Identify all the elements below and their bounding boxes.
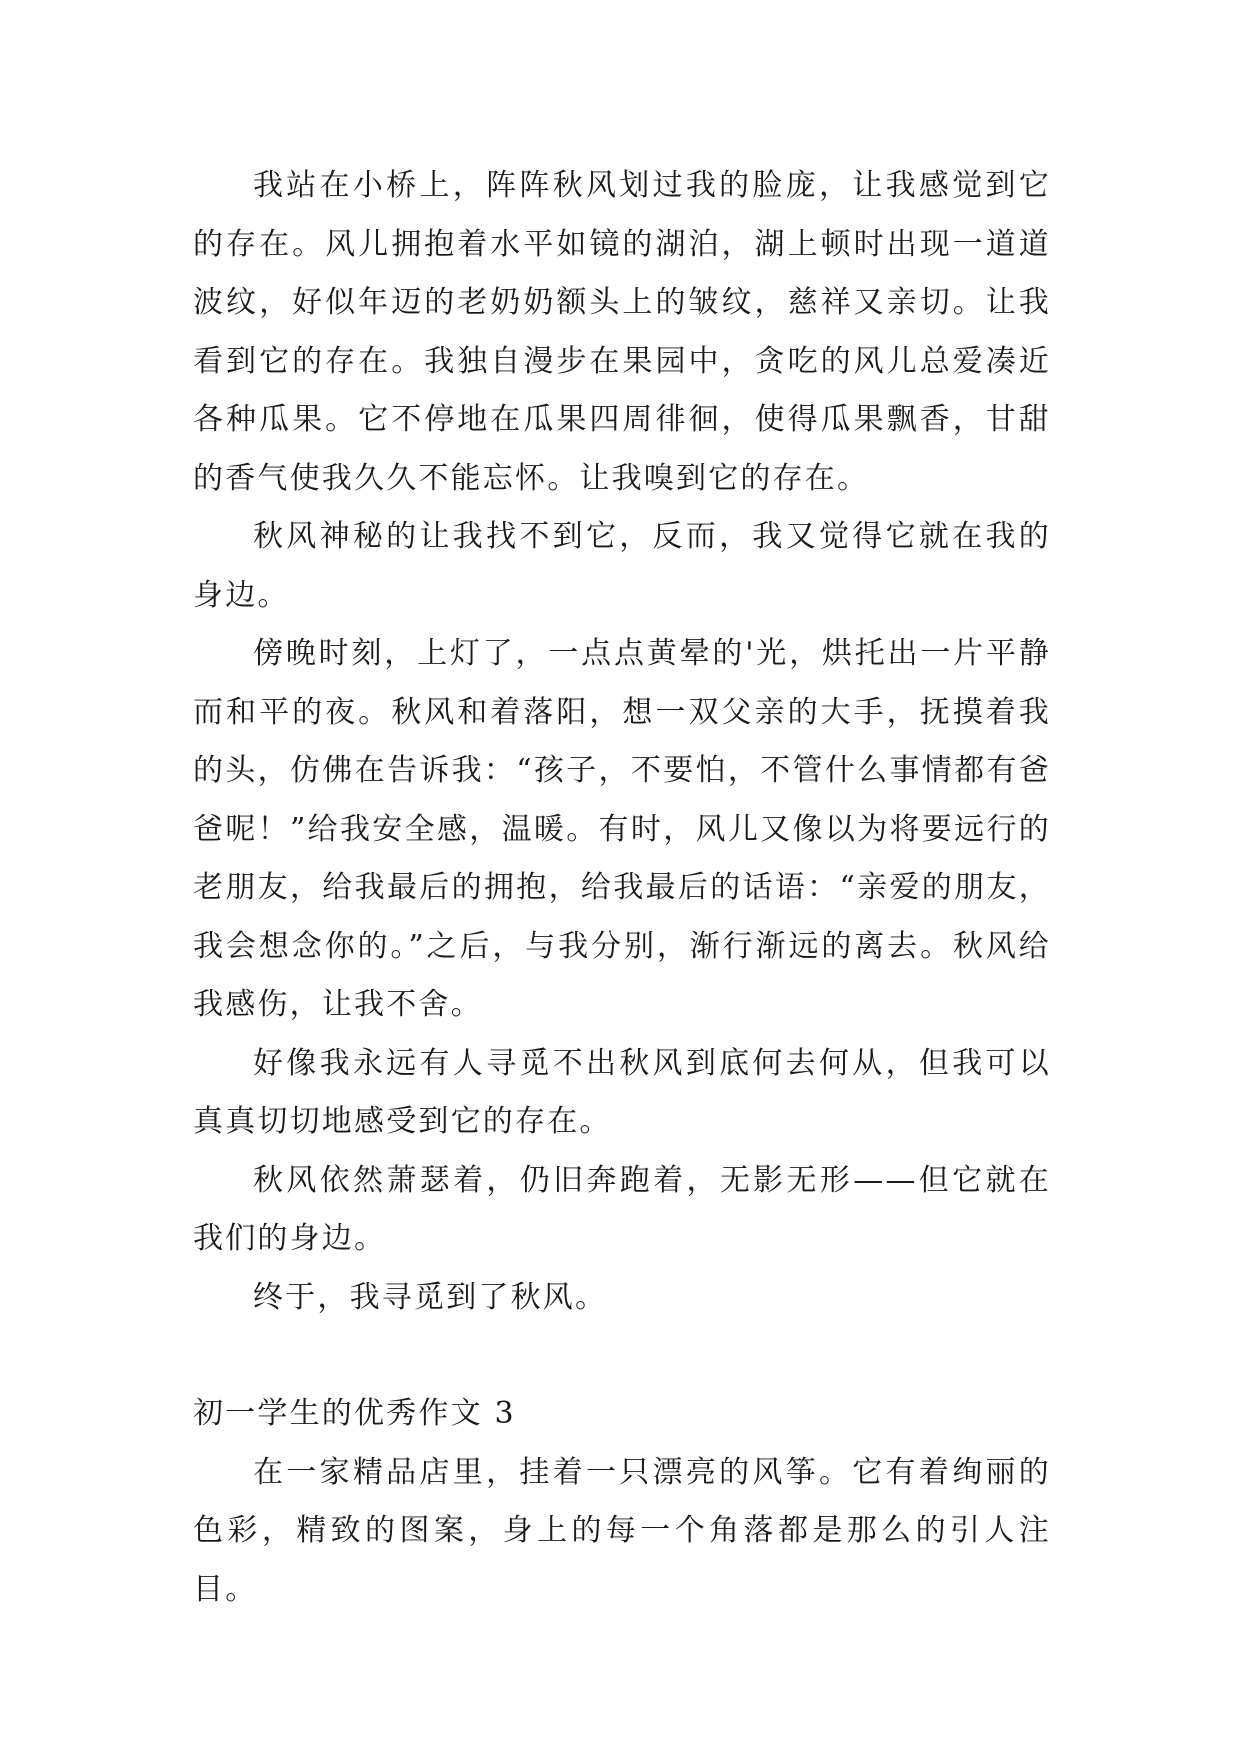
document-body (193, 157, 1051, 1619)
paragraph: 终于，我寻觅到了秋风。 (253, 1279, 608, 1315)
paragraph: 秋风依然萧瑟着，仍旧奔跑着，无影无形——但它就在我们的身边。 (193, 1162, 1051, 1256)
paragraph: 我站在小桥上，阵阵秋风划过我的脸庞，让我感觉到它的存在。风儿拥抱着水平如镜的湖泊，湖上顿时出现一道道波纹，好似年迈的老奶奶额头上的皱纹，慈祥又亲切。让我看到它的存在。我独自漫步在果园中，贪吃的风儿总爱凑近各种瓜果。它不停地在瓜果四周徘徊，使得瓜果飘香，甘甜的香气使我久久不能忘怀。让我嗅到它的存在。 (193, 168, 1051, 496)
paragraph: 秋风神秘的让我找不到它，反而，我又觉得它就在我的身边。 (193, 519, 1051, 613)
paragraph: 在一家精品店里，挂着一只漂亮的风筝。它有着绚丽的色彩，精致的图案，身上的每一个角落都是那么的引人注目。 (193, 1454, 1051, 1607)
paragraph: 好像我永远有人寻觅不出秋风到底何去何从，但我可以真真切切地感受到它的存在。 (193, 1045, 1051, 1139)
section-heading: 初一学生的优秀作文 3 (193, 1396, 516, 1431)
paragraph: 傍晚时刻，上灯了，一点点黄晕的'光，烘托出一片平静而和平的夜。秋风和着落阳，想一双父亲的大手，抚摸着我的头，仿佛在告诉我：“孩子，不要怕，不管什么事情都有爸爸呢！”给我安全感，温暖。有时，风儿又像以为将要远行的老朋友，给我最后的拥抱，给我最后的话语：“亲爱的朋友，我会想念你的。”之后，与我分别，渐行渐远的离去。秋风给我感伤，让我不舍。 (193, 636, 1051, 1022)
